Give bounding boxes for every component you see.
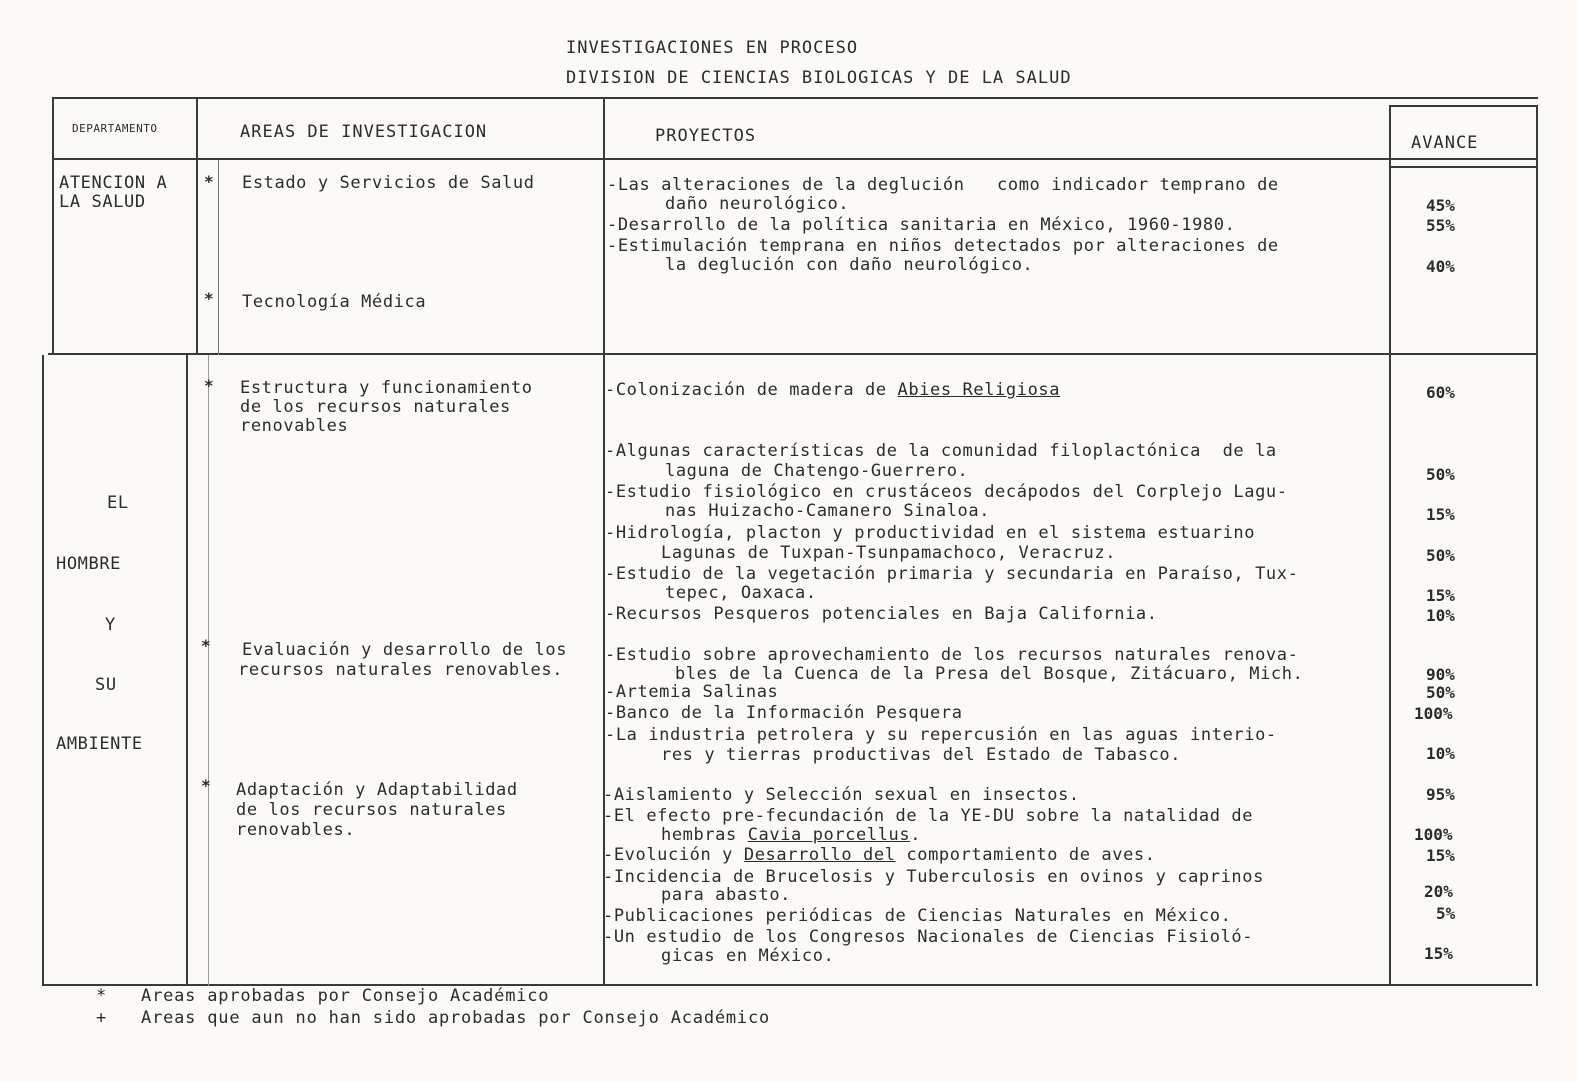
department-name-line: LA SALUD [59, 192, 146, 212]
avance-value: 5% [1436, 904, 1456, 923]
project-line: -Desarrollo de la política sanitaria en México, 1960-1980. [607, 215, 1236, 235]
header-departamento: DEPARTAMENTO [72, 122, 158, 135]
project-line: laguna de Chatengo-Guerrero. [665, 461, 969, 481]
area-name-line: de los recursos naturales [236, 800, 507, 820]
project-line: -Estudio sobre aprovechamiento de los recursos naturales renova- [605, 645, 1299, 665]
area-name-line: de los recursos naturales [240, 397, 511, 417]
avance-value: 15% [1426, 505, 1455, 524]
department-name-line: EL [107, 493, 129, 513]
project-line: -Las alteraciones de la deglución como indicador temprano de [607, 175, 1279, 195]
project-line: -Estudio fisiológico en crustáceos decápodos del Corplejo Lagu- [605, 482, 1288, 502]
avance-value: 50% [1426, 546, 1455, 565]
project-line: -Estudio de la vegetación primaria y secundaria en Paraíso, Tux- [605, 564, 1299, 584]
footnote-symbol: + [96, 1008, 108, 1028]
project-line: -Banco de la Información Pesquera [605, 703, 963, 723]
project-line: bles de la Cuenca de la Presa del Bosque, Zitácuaro, Mich. [675, 664, 1304, 684]
area-name-line: Tecnología Médica [242, 292, 427, 312]
header-areas: AREAS DE INVESTIGACION [240, 122, 488, 142]
project-line: para abasto. [661, 885, 792, 905]
approved-star: * [204, 376, 214, 395]
project-line: -Hidrología, placton y productividad en el sistema estuarino [605, 523, 1256, 543]
project-line: -Recursos Pesqueros potenciales en Baja California. [605, 604, 1158, 624]
footnote-symbol: * [96, 986, 108, 1006]
area-name-line: Adaptación y Adaptabilidad [236, 780, 518, 800]
avance-value: 10% [1426, 606, 1455, 625]
project-line: -Publicaciones periódicas de Ciencias Naturales en México. [603, 906, 1232, 926]
project-line: nas Huizacho-Camanero Sinaloa. [665, 501, 991, 521]
project-line: gicas en México. [661, 946, 835, 966]
avance-value: 60% [1426, 383, 1455, 402]
department-name-line: SU [95, 675, 117, 695]
avance-value: 100% [1414, 825, 1453, 844]
area-name-line: recursos naturales renovables. [238, 660, 564, 680]
avance-value: 40% [1426, 257, 1455, 276]
area-name-line: Evaluación y desarrollo de los [242, 640, 568, 660]
project-line: -Un estudio de los Congresos Nacionales de Ciencias Fisioló- [603, 927, 1254, 947]
avance-value: 10% [1426, 744, 1455, 763]
avance-value: 90% [1426, 665, 1455, 684]
department-name-line: HOMBRE [56, 554, 122, 574]
avance-value: 50% [1426, 465, 1455, 484]
avance-value: 15% [1426, 586, 1455, 605]
area-name-line: renovables [240, 416, 349, 436]
avance-value: 100% [1414, 704, 1453, 723]
avance-value: 45% [1426, 196, 1455, 215]
department-name-line: ATENCION A [59, 173, 168, 193]
project-line: daño neurológico. [665, 194, 850, 214]
document-subtitle: DIVISION DE CIENCIAS BIOLOGICAS Y DE LA SALUD [566, 68, 1072, 88]
approved-star: * [204, 289, 214, 308]
avance-value: 55% [1426, 216, 1455, 235]
department-name-line: Y [105, 615, 116, 635]
project-line: Lagunas de Tuxpan-Tsunpamachoco, Veracruz. [661, 543, 1117, 563]
approved-star: * [201, 636, 211, 655]
project-line: -Artemia Salinas [605, 682, 779, 702]
area-name-line: renovables. [236, 820, 356, 840]
avance-value: 20% [1424, 882, 1453, 901]
project-line: -Incidencia de Brucelosis y Tuberculosis en ovinos y caprinos [603, 867, 1264, 887]
project-line: -Aislamiento y Selección sexual en insectos. [603, 785, 1080, 805]
approved-star: * [204, 172, 214, 191]
footnote-not-approved: + Areas que aun no han sido aprobadas por Consejo Académico [96, 1008, 771, 1028]
footnote-approved: * Areas aprobadas por Consejo Académico [96, 986, 550, 1006]
project-line: -La industria petrolera y su repercusión en las aguas interio- [605, 725, 1277, 745]
area-name-line: Estado y Servicios de Salud [242, 173, 535, 193]
project-line: hembras Cavia porcellus. [661, 825, 922, 845]
avance-value: 15% [1426, 846, 1455, 865]
document-title: INVESTIGACIONES EN PROCESO [566, 38, 859, 58]
avance-value: 95% [1426, 785, 1455, 804]
avance-value: 15% [1424, 944, 1453, 963]
project-line: -Estimulación temprana en niños detectados por alteraciones de [607, 236, 1279, 256]
avance-value: 50% [1426, 683, 1455, 702]
header-avance: AVANCE [1411, 133, 1479, 153]
project-line: tepec, Oaxaca. [665, 583, 817, 603]
project-line: la deglución con daño neurológico. [665, 255, 1034, 275]
approved-star: * [201, 776, 211, 795]
area-name-line: Estructura y funcionamiento [240, 378, 533, 398]
project-line: res y tierras productivas del Estado de Tabasco. [661, 745, 1182, 765]
project-line: -El efecto pre-fecundación de la YE-DU sobre la natalidad de [603, 806, 1254, 826]
header-proyectos: PROYECTOS [655, 126, 757, 146]
project-line: -Algunas características de la comunidad filoplactónica de la [605, 441, 1277, 461]
project-line: -Colonización de madera de Abies Religiosa [605, 380, 1061, 400]
project-line: -Evolución y Desarrollo del comportamiento de aves. [603, 845, 1156, 865]
department-name-line: AMBIENTE [56, 734, 143, 754]
